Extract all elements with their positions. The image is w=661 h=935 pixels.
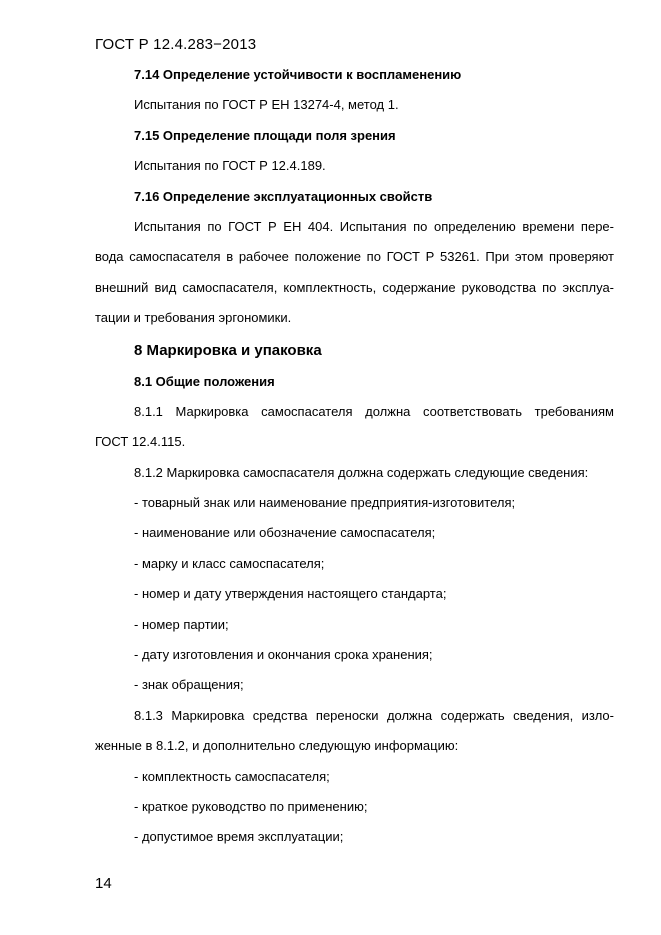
section-8-1-title: 8.1 Общие положения — [134, 373, 275, 389]
document-header: ГОСТ Р 12.4.283−2013 — [95, 36, 257, 53]
section-7-16-line: тации и требования эргономики. — [95, 310, 292, 326]
clause-8-1-1-line: 8.1.1 Маркировка самоспасателя должна соответствовать требованиям — [134, 403, 614, 419]
clause-8-1-3-line: женные в 8.1.2, и дополнительно следующую информацию: — [95, 738, 459, 754]
clause-8-1-2: 8.1.2 Маркировка самоспасателя должна содержать следующие сведения: — [134, 464, 589, 480]
document-body — [95, 60, 614, 853]
list-item: - допустимое время эксплуатации; — [134, 829, 344, 845]
section-7-14-title: 7.14 Определение устойчивости к воспламенению — [134, 67, 462, 82]
list-item: - номер и дату утверждения настоящего стандарта; — [134, 586, 447, 602]
list-item: - марку и класс самоспасателя; — [134, 555, 325, 571]
section-8-title: 8 Маркировка и упаковка — [134, 341, 322, 359]
list-item: - дату изготовления и окончания срока хранения; — [134, 647, 433, 663]
section-7-16-line: внешний вид самоспасателя, комплектность, содержание руководства по эксплуа- — [95, 279, 614, 295]
section-7-15-title: 7.15 Определение площади поля зрения — [134, 127, 396, 143]
section-7-16-line: вода самоспасателя в рабочее положение по ГОСТ Р 53261. При этом проверяют — [95, 249, 614, 265]
page-number: 14 — [95, 875, 112, 892]
list-item: - краткое руководство по применению; — [134, 798, 368, 814]
list-item: - товарный знак или наименование предприятия-изготовителя; — [134, 495, 516, 511]
clause-8-1-3-line: 8.1.3 Маркировка средства переноски должна содержать сведения, изло- — [134, 707, 614, 723]
section-7-16-line: Испытания по ГОСТ Р ЕН 404. Испытания по определению времени пере- — [134, 218, 614, 234]
section-7-15-text: Испытания по ГОСТ Р 12.4.189. — [134, 158, 326, 174]
list-item: - знак обращения; — [134, 677, 244, 693]
section-7-16-title: 7.16 Определение эксплуатационных свойств — [134, 188, 433, 204]
list-item: - номер партии; — [134, 616, 229, 632]
list-item: - комплектность самоспасателя; — [134, 768, 330, 784]
section-7-14-text: Испытания по ГОСТ Р ЕН 13274-4, метод 1. — [134, 97, 399, 113]
list-item: - наименование или обозначение самоспасателя; — [134, 525, 436, 541]
clause-8-1-1-line: ГОСТ 12.4.115. — [95, 434, 186, 450]
